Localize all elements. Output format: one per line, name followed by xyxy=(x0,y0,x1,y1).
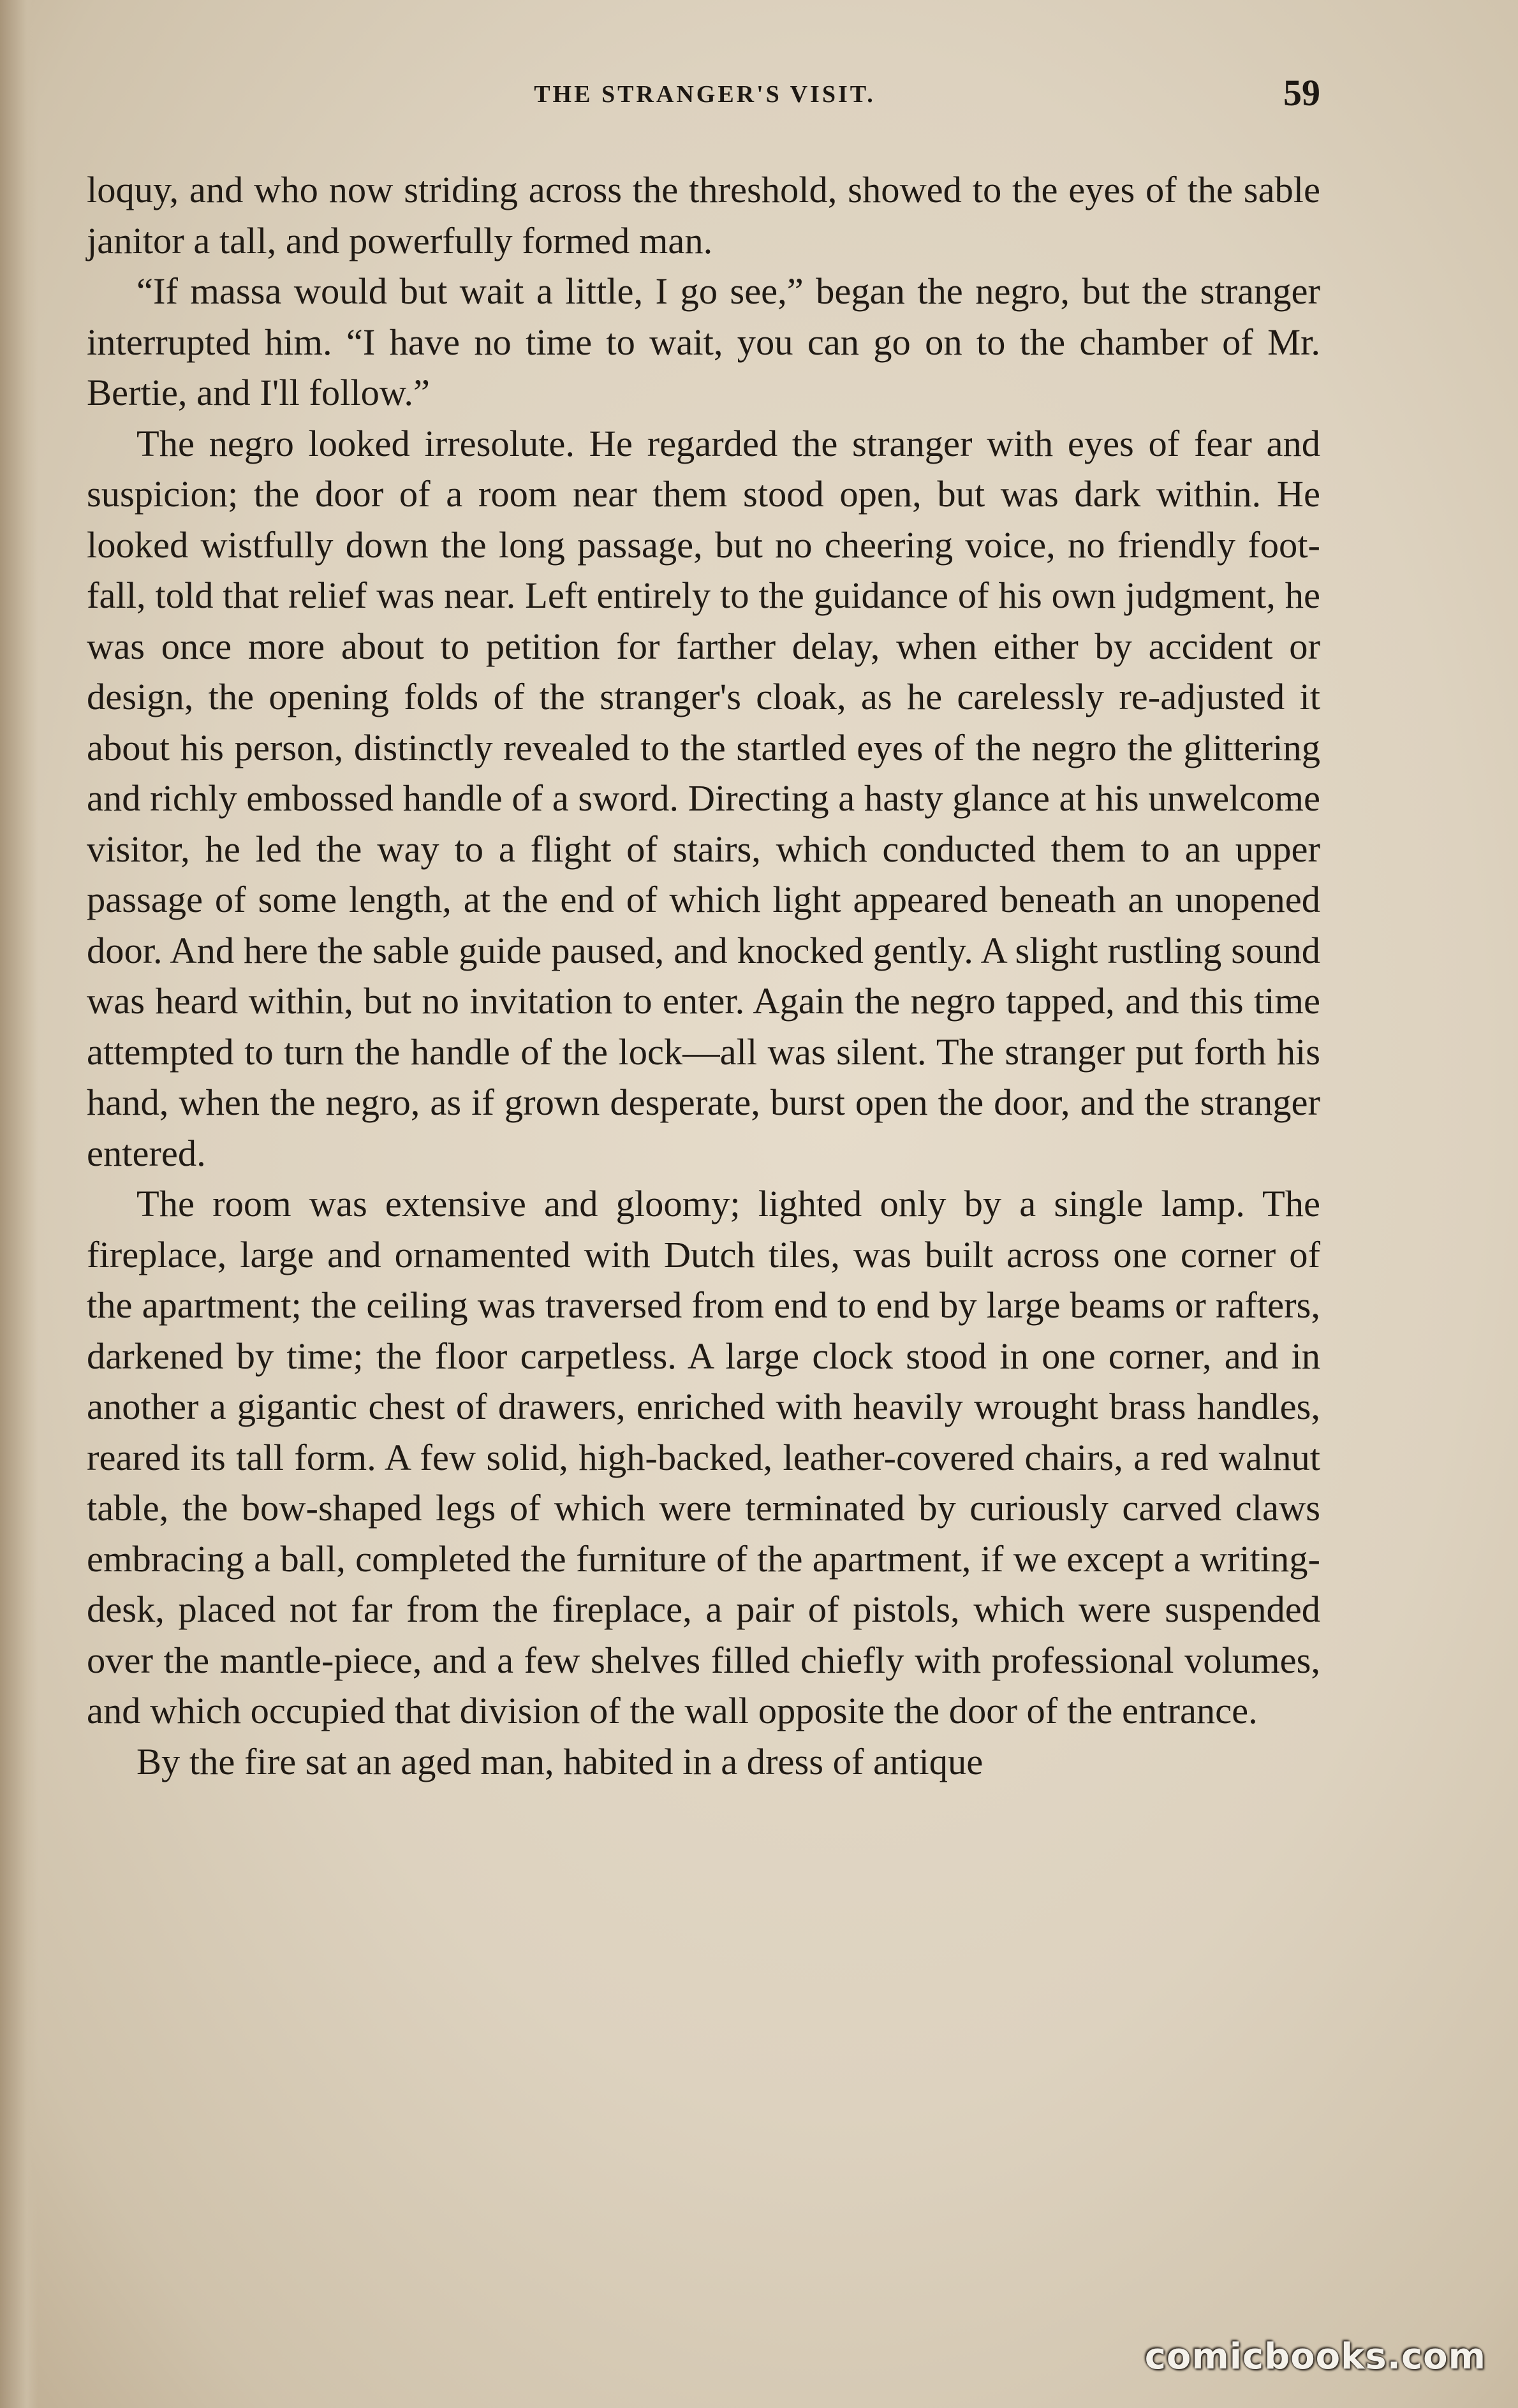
running-head xyxy=(89,72,1320,126)
paragraph: “If massa would but wait a little, I go see,” began the negro, but the stranger interrupted him. “I have no time to wait, you can go on to the chamber of Mr. Bertie, and I'll follow.” xyxy=(87,270,1320,413)
watermark: comicbooks.com xyxy=(1144,2336,1486,2377)
paragraph: By the fire sat an aged man, habited in a dress of antique xyxy=(136,1740,984,1782)
page-gutter-shadow xyxy=(0,0,38,2408)
page-number: 59 xyxy=(1283,72,1320,114)
paragraph: The negro looked irresolute. He regarded the stranger with eyes of fear and suspicion; the door of a room near them stood open, but was dark within. He looked wistfully down the long passage, but no cheering voice, no friendly foot-fall, told that relief was near. Left entirely to the guidance of his own judgment, he was once more about to petition for farther delay, when either by accident or design, the opening folds of the stranger's cloak, as he carelessly re-adjusted it about his person, distinctly revealed to the startled eyes of the negro the glittering and richly embossed handle of a sword. Directing a hasty glance at his unwelcome visitor, he led the way to a flight of stairs, which conducted them to an upper passage of some length, at the end of which light appeared beneath an unopened door. And here the sable guide paused, and knocked gently. A slight rustling sound was heard within, but no invitation to enter. Again the negro tapped, and this time attempted to turn the handle of the lock—all was silent. The stranger put forth his hand, when the negro, as if grown desperate, burst open the door, and the stranger entered. xyxy=(87,422,1320,1174)
paragraph: loquy, and who now striding across the threshold, showed to the eyes of the sable janitor a tall, and powerfully formed man. xyxy=(87,169,1320,261)
paragraph: The room was extensive and gloomy; lighted only by a single lamp. The fireplace, large and ornamented with Dutch tiles, was built across one corner of the apartment; the ceiling was traversed from end to end by large beams or rafters, darkened by time; the floor carpetless. A large clock stood in one corner, and in another a gigantic chest of drawers, enriched with heavily wrought brass handles, reared its tall form. A few solid, high-backed, leather-covered chairs, a red walnut table, the bow-shaped legs of which were terminated by curiously carved claws embracing a ball, completed the furniture of the apartment, if we except a writing-desk, placed not far from the fireplace, a pair of pistols, which were suspended over the mantle-piece, and a few shelves filled chiefly with professional volumes, and which occupied that division of the wall opposite the door of the entrance. xyxy=(87,1183,1320,1731)
body-text xyxy=(87,165,1320,1787)
running-title: THE STRANGER'S VISIT. xyxy=(534,81,876,108)
